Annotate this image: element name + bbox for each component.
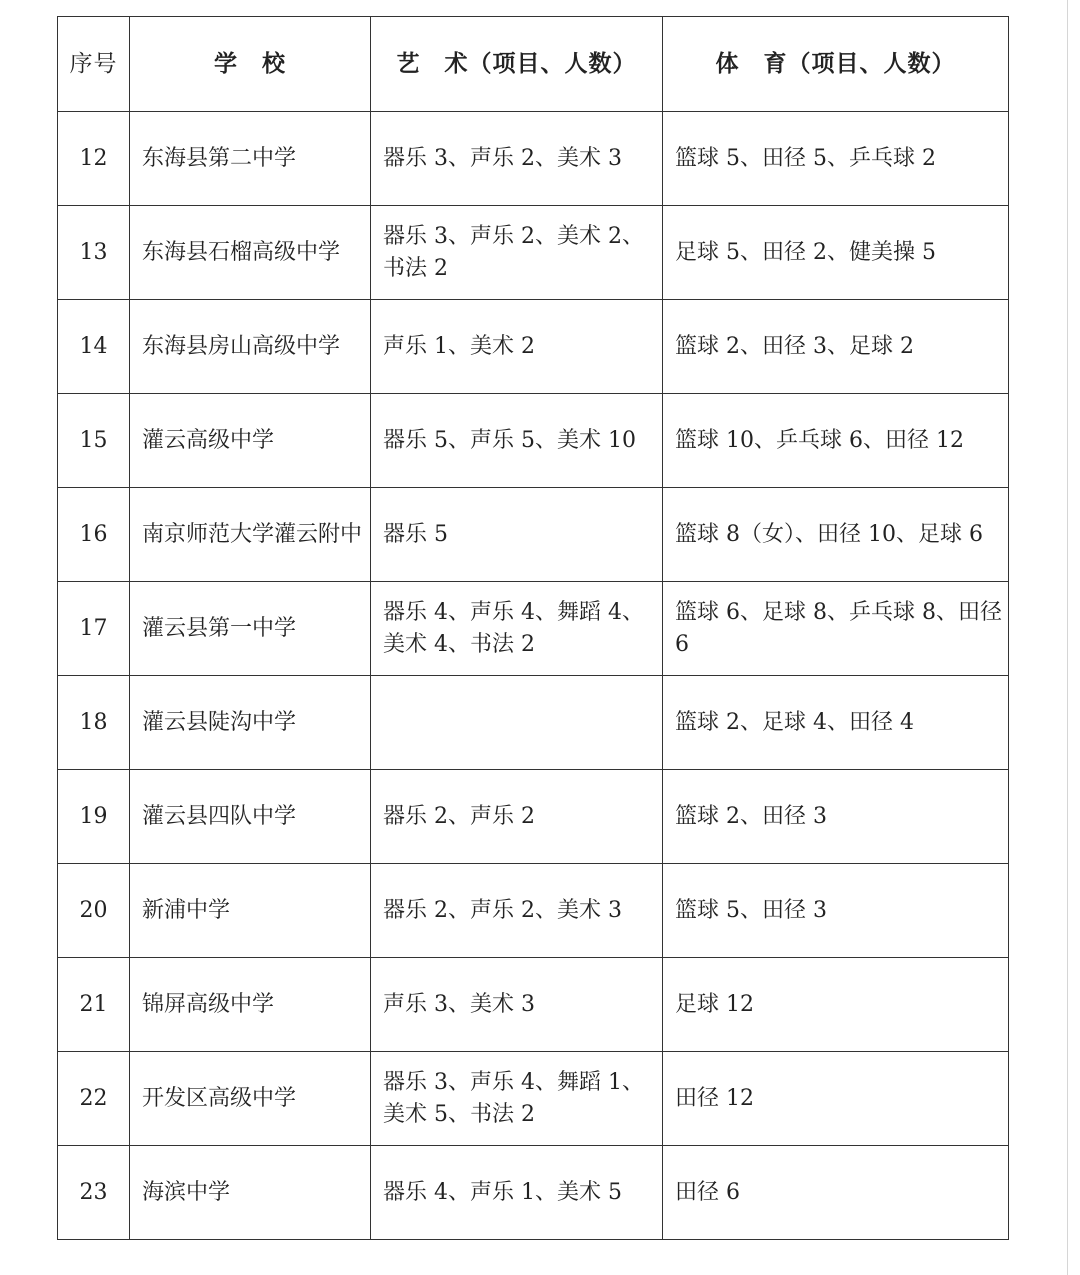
cell-school: 东海县石榴高级中学	[130, 206, 371, 300]
page-edge-divider	[1067, 0, 1068, 1275]
header-seq: 序号	[58, 17, 130, 112]
cell-school: 东海县第二中学	[130, 112, 371, 206]
table-row	[58, 1146, 1009, 1240]
cell-seq: 15	[58, 394, 130, 488]
cell-arts	[371, 676, 663, 770]
cell-school: 开发区高级中学	[130, 1052, 371, 1146]
table-row	[58, 770, 1009, 864]
cell-sports: 田径 12	[663, 1052, 1009, 1146]
cell-school: 南京师范大学灌云附中	[130, 488, 371, 582]
table-body	[58, 112, 1009, 1240]
table-row	[58, 206, 1009, 300]
cell-school: 新浦中学	[130, 864, 371, 958]
cell-seq: 23	[58, 1146, 130, 1240]
header-sports: 体 育（项目、人数）	[663, 17, 1009, 112]
header-arts: 艺 术（项目、人数）	[371, 17, 663, 112]
cell-sports: 足球 12	[663, 958, 1009, 1052]
cell-seq: 18	[58, 676, 130, 770]
cell-arts: 器乐 3、声乐 2、美术 3	[371, 112, 663, 206]
cell-sports: 篮球 2、田径 3	[663, 770, 1009, 864]
cell-seq: 14	[58, 300, 130, 394]
table-row	[58, 676, 1009, 770]
cell-arts: 声乐 3、美术 3	[371, 958, 663, 1052]
cell-arts: 器乐 3、声乐 2、美术 2、书法 2	[371, 206, 663, 300]
cell-arts: 器乐 4、声乐 1、美术 5	[371, 1146, 663, 1240]
table-header	[58, 17, 1009, 112]
cell-school: 灌云县陡沟中学	[130, 676, 371, 770]
cell-school: 灌云高级中学	[130, 394, 371, 488]
cell-school: 海滨中学	[130, 1146, 371, 1240]
cell-sports: 足球 5、田径 2、健美操 5	[663, 206, 1009, 300]
cell-sports: 篮球 8（女）、田径 10、足球 6	[663, 488, 1009, 582]
table-row	[58, 394, 1009, 488]
cell-seq: 13	[58, 206, 130, 300]
cell-seq: 20	[58, 864, 130, 958]
cell-sports: 篮球 5、田径 3	[663, 864, 1009, 958]
cell-sports: 篮球 2、田径 3、足球 2	[663, 300, 1009, 394]
table-row	[58, 958, 1009, 1052]
school-roster-table	[57, 16, 1009, 1240]
table-row	[58, 112, 1009, 206]
table-row	[58, 582, 1009, 676]
cell-school: 灌云县第一中学	[130, 582, 371, 676]
cell-arts: 器乐 2、声乐 2	[371, 770, 663, 864]
cell-school: 灌云县四队中学	[130, 770, 371, 864]
cell-sports: 田径 6	[663, 1146, 1009, 1240]
cell-seq: 12	[58, 112, 130, 206]
cell-seq: 21	[58, 958, 130, 1052]
cell-school: 锦屏高级中学	[130, 958, 371, 1052]
cell-seq: 16	[58, 488, 130, 582]
cell-sports: 篮球 10、乒乓球 6、田径 12	[663, 394, 1009, 488]
cell-arts: 器乐 3、声乐 4、舞蹈 1、美术 5、书法 2	[371, 1052, 663, 1146]
cell-sports: 篮球 2、足球 4、田径 4	[663, 676, 1009, 770]
table-row	[58, 1052, 1009, 1146]
table-row	[58, 488, 1009, 582]
cell-arts: 器乐 5、声乐 5、美术 10	[371, 394, 663, 488]
header-school: 学 校	[130, 17, 371, 112]
table-row	[58, 300, 1009, 394]
cell-arts: 器乐 4、声乐 4、舞蹈 4、美术 4、书法 2	[371, 582, 663, 676]
cell-sports: 篮球 5、田径 5、乒乓球 2	[663, 112, 1009, 206]
cell-seq: 19	[58, 770, 130, 864]
header-row	[58, 17, 1009, 112]
cell-arts: 器乐 2、声乐 2、美术 3	[371, 864, 663, 958]
cell-seq: 17	[58, 582, 130, 676]
cell-arts: 器乐 5	[371, 488, 663, 582]
cell-arts: 声乐 1、美术 2	[371, 300, 663, 394]
cell-sports: 篮球 6、足球 8、乒乓球 8、田径 6	[663, 582, 1009, 676]
cell-seq: 22	[58, 1052, 130, 1146]
cell-school: 东海县房山高级中学	[130, 300, 371, 394]
table-row	[58, 864, 1009, 958]
